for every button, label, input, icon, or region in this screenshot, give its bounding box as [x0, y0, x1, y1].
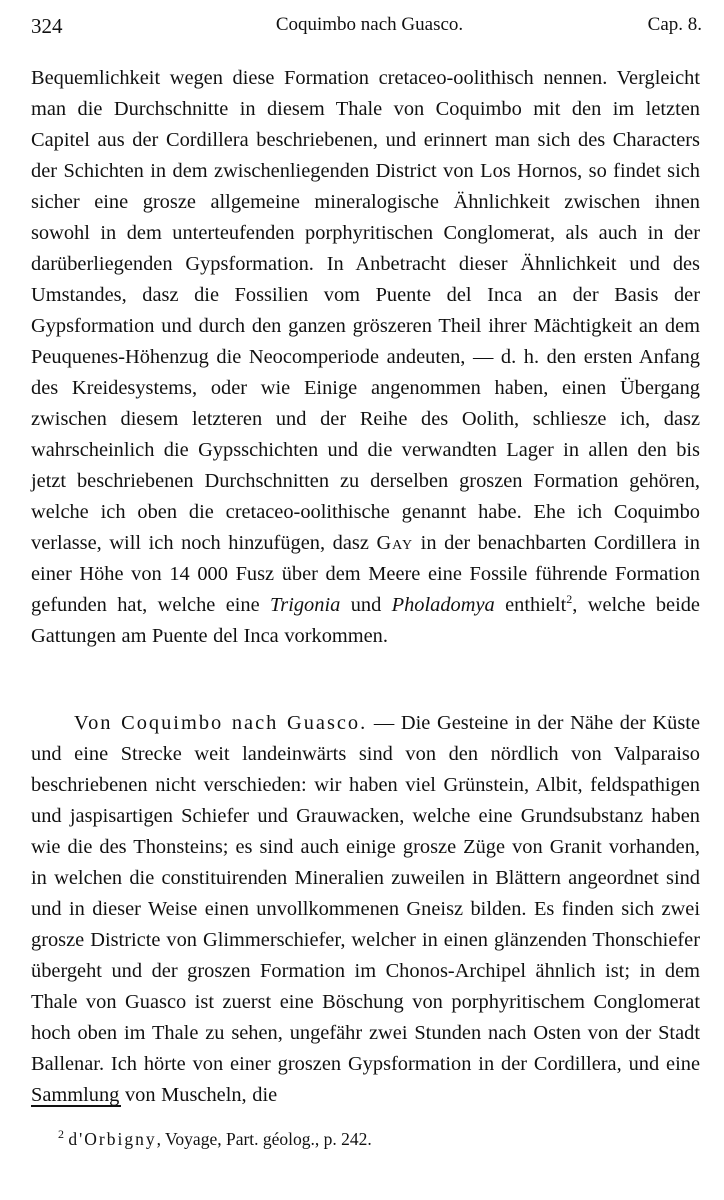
footnote-author: d'Orbigny: [68, 1129, 157, 1149]
paragraph1-text-d: enthielt: [505, 594, 567, 616]
author-gay: Gay: [376, 532, 414, 554]
footnote-reference[interactable]: 2: [566, 592, 573, 607]
running-header: [31, 14, 702, 44]
section-heading: Von Coquimbo nach Guasco.: [74, 712, 368, 734]
paragraph1-text-c: und: [350, 594, 382, 616]
paragraph1-text-e: , welche beide Gattungen am Puente del Inca vorkommen.: [31, 594, 700, 647]
footnote: [58, 1129, 372, 1150]
section-paragraph: [31, 708, 700, 1111]
footnote-marker: 2: [58, 1127, 64, 1142]
footnote-divider: [31, 1105, 121, 1107]
page-number: 324: [31, 14, 63, 38]
running-title: Coquimbo nach Guasco.: [275, 14, 464, 35]
footnote-text: , Voyage, Part. géolog., p. 242.: [156, 1129, 372, 1149]
paragraph1-text-b: in der benachbarten Cordillera in einer Höhe von 14 000 Fusz über dem Meere eine Fossile führende Formation gefunden hat, welche eine: [31, 532, 700, 616]
genus-trigonia: Trigonia: [270, 594, 341, 616]
paragraph-continuation: [31, 63, 700, 652]
paragraph1-text-a: Bequemlichkeit wegen diese Formation cretaceo-oolithisch nennen. Vergleicht man die Durchschnitte in diesem Thale von Coquimbo mit den im letzten Capitel aus der Cordillera beschriebenen, und erinnert man sich des Characters der Schichten in dem zwischenliegenden District von Los Hornos, so findet sich sicher eine grosze allgemeine mineralogische Ähnlichkeit zwischen ihnen sowohl in dem unterteufenden porphyritischen Conglomerat, als auch in der darüberliegenden Gypsformation. In Anbetracht dieser Ähnlichkeit und des Umstandes, dasz die Fossilien vom Puente del Inca an der Basis der Gypsformation und durch den ganzen gröszeren Theil ihrer Mächtigkeit an dem Peuquenes-Höhenzug die Neocomperiode andeuten, — d. h. den ersten Anfang des Kreidesystems, oder wie Einige angenommen haben, einen Übergang zwischen diesem letzteren und der Reihe des Oolith, schliesze ich, dasz wahrscheinlich die Gypsschichten und die verwandten Lager in allen den bis jetzt beschriebenen Durchschnitten zu derselben groszen Formation gehören, welche ich oben die cretaceo-oolithische genannt habe. Ehe ich Coquimbo verlasse, will ich noch hinzufügen, dasz: [31, 67, 700, 554]
genus-pholadomya: Pholadomya: [391, 594, 495, 616]
section-paragraph-text: — Die Gesteine in der Nähe der Küste und eine Strecke weit landeinwärts sind von den nördlich von Valparaiso beschriebenen nicht verschieden: wir haben viel Grünstein, Albit, feldspathigen und jaspisartigen Schiefer und Grauwacken, welche eine Grundsubstanz haben wie die des Thonsteins; es sind auch einige grosze Züge von Granit vorhanden, in welchen die constituirenden Mineralien zuweilen in Blättern angeordnet sind und in dieser Weise einen unvollkommenen Gneisz bilden. Es finden sich zwei grosze Districte von Glimmerschiefer, welcher in einen glänzenden Thonschiefer übergeht und der groszen Formation im Chonos-Archipel ähnlich ist; in dem Thale von Guasco ist zuerst eine Böschung von porphyritischem Conglomerat hoch oben im Thale zu sehen, ungefähr zwei Stunden nach Osten von der Stadt Ballenar. Ich hörte von einer groszen Gypsformation in der Cordillera, und eine Sammlung von Muscheln, die: [31, 712, 700, 1106]
chapter-label: Cap. 8.: [647, 14, 702, 35]
